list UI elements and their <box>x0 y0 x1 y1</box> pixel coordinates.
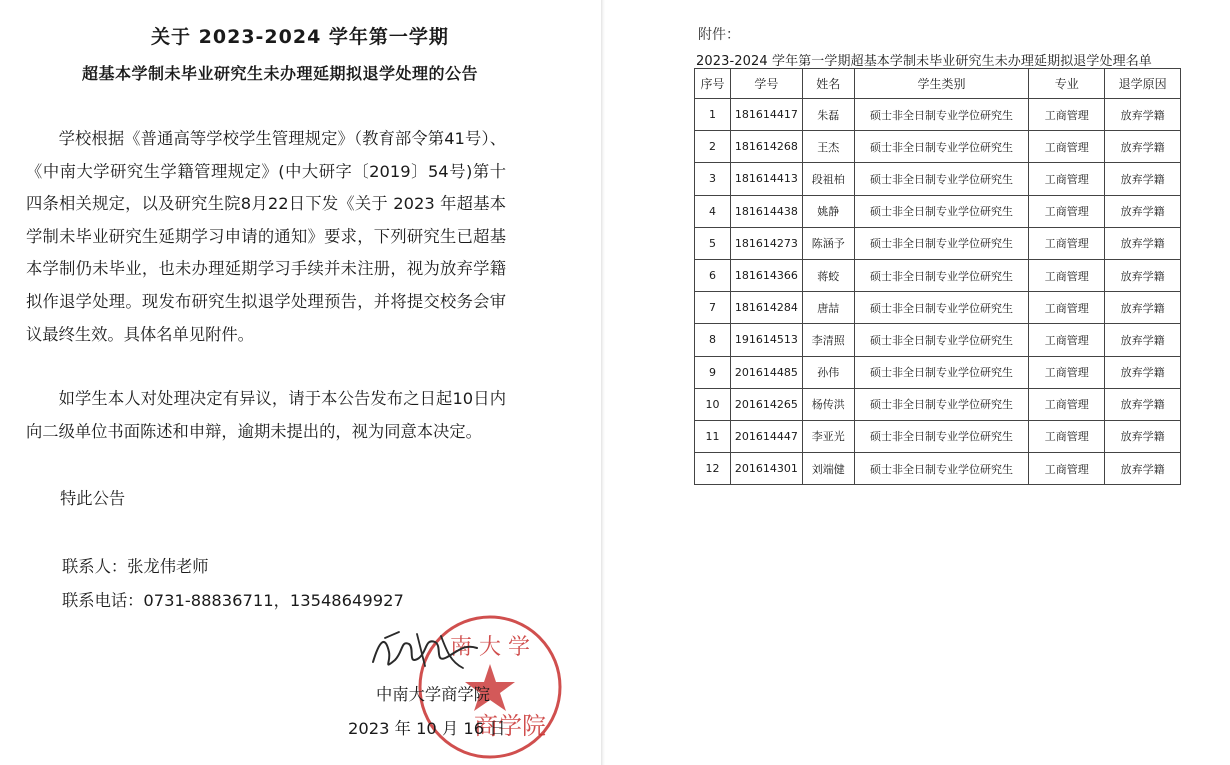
cell-student-id: 201614265 <box>730 388 802 420</box>
table-row <box>695 131 1181 163</box>
cell-index: 10 <box>695 388 731 420</box>
cell-name: 蒋蛟 <box>802 259 854 291</box>
cell-index: 2 <box>695 131 731 163</box>
table-row <box>695 163 1181 195</box>
cell-student-type: 硕士非全日制专业学位研究生 <box>854 356 1029 388</box>
notice-title-line1: 关于 2023-2024 学年第一学期 <box>151 26 449 48</box>
cell-reason: 放弃学籍 <box>1105 259 1181 291</box>
cell-reason: 放弃学籍 <box>1105 227 1181 259</box>
cell-student-type: 硕士非全日制专业学位研究生 <box>854 131 1029 163</box>
column-header-major: 专业 <box>1029 69 1105 99</box>
cell-major: 工商管理 <box>1029 388 1105 420</box>
notice-page <box>0 0 600 765</box>
cell-index: 1 <box>695 99 731 131</box>
cell-name: 陈涵予 <box>802 227 854 259</box>
cell-student-type: 硕士非全日制专业学位研究生 <box>854 259 1029 291</box>
cell-student-type: 硕士非全日制专业学位研究生 <box>854 388 1029 420</box>
cell-student-type: 硕士非全日制专业学位研究生 <box>854 292 1029 324</box>
cell-student-id: 181614366 <box>730 259 802 291</box>
cell-major: 工商管理 <box>1029 324 1105 356</box>
table-body <box>695 99 1181 485</box>
contact-phone: 联系电话：0731-88836711，13548649927 <box>62 591 404 610</box>
table-row <box>695 227 1181 259</box>
column-header-student-type: 学生类别 <box>854 69 1029 99</box>
cell-name: 唐喆 <box>802 292 854 324</box>
cell-index: 12 <box>695 453 731 485</box>
cell-student-id: 181614273 <box>730 227 802 259</box>
withdrawal-list-table <box>694 68 1181 485</box>
attachment-title: 2023-2024 学年第一学期超基本学制未毕业研究生未办理延期拟退学处理名单 <box>696 54 1152 69</box>
cell-reason: 放弃学籍 <box>1105 163 1181 195</box>
cell-major: 工商管理 <box>1029 356 1105 388</box>
cell-index: 4 <box>695 195 731 227</box>
table-row <box>695 356 1181 388</box>
cell-name: 王杰 <box>802 131 854 163</box>
column-header-index: 序号 <box>695 69 731 99</box>
cell-major: 工商管理 <box>1029 227 1105 259</box>
notice-title-line2: 超基本学制未毕业研究生未办理延期拟退学处理的公告 <box>81 64 478 83</box>
signer-name: 中南大学商学院 <box>376 685 490 704</box>
cell-student-id: 201614485 <box>730 356 802 388</box>
cell-student-id: 191614513 <box>730 324 802 356</box>
page-divider <box>601 0 605 765</box>
cell-reason: 放弃学籍 <box>1105 292 1181 324</box>
cell-student-id: 181614438 <box>730 195 802 227</box>
cell-index: 8 <box>695 324 731 356</box>
cell-reason: 放弃学籍 <box>1105 388 1181 420</box>
cell-name: 李亚光 <box>802 420 854 452</box>
cell-student-id: 181614284 <box>730 292 802 324</box>
cell-student-id: 201614301 <box>730 453 802 485</box>
cell-student-type: 硕士非全日制专业学位研究生 <box>854 163 1029 195</box>
cell-major: 工商管理 <box>1029 99 1105 131</box>
table-row <box>695 388 1181 420</box>
table-row <box>695 420 1181 452</box>
cell-reason: 放弃学籍 <box>1105 131 1181 163</box>
handwritten-signature <box>365 622 525 682</box>
cell-reason: 放弃学籍 <box>1105 453 1181 485</box>
table-row <box>695 292 1181 324</box>
cell-name: 孙伟 <box>802 356 854 388</box>
cell-major: 工商管理 <box>1029 163 1105 195</box>
cell-index: 9 <box>695 356 731 388</box>
cell-student-type: 硕士非全日制专业学位研究生 <box>854 99 1029 131</box>
cell-student-type: 硕士非全日制专业学位研究生 <box>854 324 1029 356</box>
cell-reason: 放弃学籍 <box>1105 99 1181 131</box>
attachment-page <box>606 0 1230 765</box>
cell-major: 工商管理 <box>1029 453 1105 485</box>
cell-index: 7 <box>695 292 731 324</box>
attachment-label: 附件： <box>698 27 740 43</box>
cell-student-id: 181614268 <box>730 131 802 163</box>
column-header-name: 姓名 <box>802 69 854 99</box>
cell-reason: 放弃学籍 <box>1105 324 1181 356</box>
cell-student-type: 硕士非全日制专业学位研究生 <box>854 195 1029 227</box>
cell-major: 工商管理 <box>1029 292 1105 324</box>
notice-paragraph-2: 如学生本人对处理决定有异议，请于本公告发布之日起10日内向二级单位书面陈述和申辩，逾期未提出的，视为同意本决定。 <box>26 389 506 441</box>
cell-index: 11 <box>695 420 731 452</box>
cell-major: 工商管理 <box>1029 195 1105 227</box>
notice-date: 2023 年 10 月 16 日 <box>348 719 506 738</box>
table-row <box>695 324 1181 356</box>
cell-name: 刘端健 <box>802 453 854 485</box>
cell-major: 工商管理 <box>1029 131 1105 163</box>
cell-student-type: 硕士非全日制专业学位研究生 <box>854 453 1029 485</box>
table-row <box>695 195 1181 227</box>
cell-major: 工商管理 <box>1029 259 1105 291</box>
cell-reason: 放弃学籍 <box>1105 356 1181 388</box>
column-header-reason: 退学原因 <box>1105 69 1181 99</box>
contact-person: 联系人：张龙伟老师 <box>62 557 209 576</box>
cell-reason: 放弃学籍 <box>1105 195 1181 227</box>
cell-student-id: 181614413 <box>730 163 802 195</box>
cell-reason: 放弃学籍 <box>1105 420 1181 452</box>
cell-name: 姚静 <box>802 195 854 227</box>
table-row <box>695 453 1181 485</box>
cell-student-type: 硕士非全日制专业学位研究生 <box>854 420 1029 452</box>
cell-name: 杨传洪 <box>802 388 854 420</box>
svg-text:商学院: 商学院 <box>474 712 546 740</box>
cell-index: 3 <box>695 163 731 195</box>
table-row <box>695 99 1181 131</box>
cell-student-id: 201614447 <box>730 420 802 452</box>
cell-name: 李清照 <box>802 324 854 356</box>
table-row <box>695 259 1181 291</box>
cell-major: 工商管理 <box>1029 420 1105 452</box>
svg-text:南 大 学: 南 大 学 <box>450 635 530 660</box>
cell-index: 6 <box>695 259 731 291</box>
cell-name: 段祖柏 <box>802 163 854 195</box>
notice-paragraph-1: 学校根据《普通高等学校学生管理规定》（教育部令第41号）、《中南大学研究生学籍管理规定》(中大研字〔2019〕54号)第十四条相关规定，以及研究生院8月22日下发《关于 2023 年超基本学制未毕业研究生延期学习申请的通知》要求，下列研究生已超基本学制仍未毕业，也未办理延期学习手续并未注册，视为放弃学籍拟作退学处理。现发布研究生拟退学处理预告，并将提交校务会审议最终生效。具体名单见附件。 <box>26 129 506 344</box>
cell-student-id: 181614417 <box>730 99 802 131</box>
notice-closing: 特此公告 <box>60 489 126 508</box>
table-header-row <box>695 69 1181 99</box>
cell-student-type: 硕士非全日制专业学位研究生 <box>854 227 1029 259</box>
cell-name: 朱磊 <box>802 99 854 131</box>
column-header-student-id: 学号 <box>730 69 802 99</box>
cell-index: 5 <box>695 227 731 259</box>
